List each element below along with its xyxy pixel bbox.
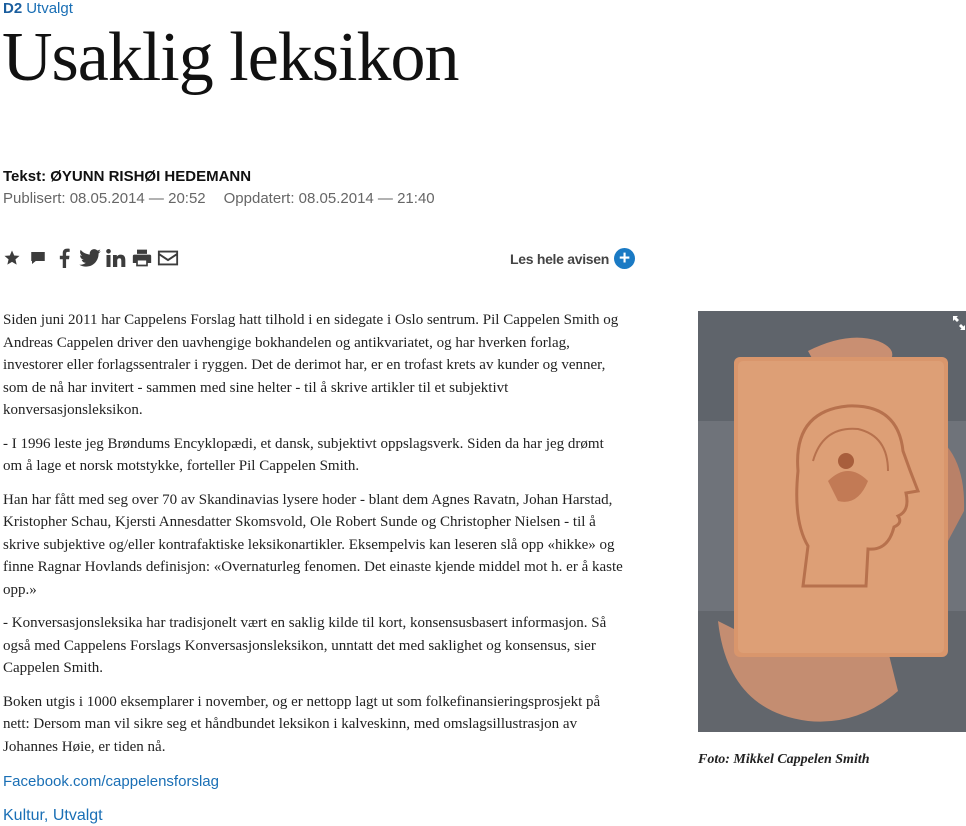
linkedin-icon[interactable]: [105, 247, 127, 269]
facebook-link[interactable]: Facebook.com/cappelensforslag: [3, 773, 219, 790]
article-paragraph: Han har fått med seg over 70 av Skandinavias lysere hoder - blant dem Agnes Ravatn, Johan Harstad, Kristopher Schau, Kjersti Annesdatter Skomsvold, Ole Robert Sunde og Christopher Nielsen - til å skrive subjektive og/eller kontrafaktiske leksikonartikler. Eksempelvis kan leseren slå opp «hikke» og finne Ragnar Hovlands definisjon: «Overnaturleg fenomen. Det einaste kjende middel mot h. er å kaste opp.»: [3, 491, 623, 598]
article-paragraph: Boken utgis i 1000 eksemplarer i november, og er nettopp lagt ut som folkefinansieringsprosjekt på nett: Dersom man vil sikre seg et håndbundet leksikon i kalveskinn, med omslagsillustrasjon av Johannes Høie, er tiden nå.: [3, 693, 601, 755]
twitter-icon[interactable]: [79, 247, 101, 269]
article-paragraph: - I 1996 leste jeg Brøndums Encyklopædi, et dansk, subjektivt oppslagsverk. Siden da har jeg drømt om å lage et norsk motstykke, forteller Pil Cappelen Smith.: [3, 435, 604, 474]
article-paragraph: Siden juni 2011 har Cappelens Forslag hatt tilhold i en sidegate i Oslo sentrum. Pil Cappelen Smith og Andreas Cappelen driver den uavhengige bokhandelen og antikvariatet, og har hverken forlag, investorer eller forlagssentraler i ryggen. Det de derimot har, er en trofast krets av kunder og venner, som de nå har invitert - sammen med sine helter - til å skrive artikler til et subjektivt konversasjonsleksikon.: [3, 312, 619, 418]
article-body: [3, 309, 623, 769]
published-date: Publisert: 08.05.2014 — 20:52: [3, 190, 206, 207]
photo-caption: Foto: Mikkel Cappelen Smith: [698, 752, 870, 767]
tag-separator: ,: [43, 807, 53, 824]
breadcrumb: [3, 0, 73, 17]
byline: [3, 168, 251, 185]
plus-circle-icon: +: [614, 248, 635, 269]
print-icon[interactable]: [131, 247, 153, 269]
expand-icon[interactable]: [952, 315, 966, 331]
publish-dates: [3, 190, 435, 207]
brand-logo[interactable]: D2: [3, 0, 23, 17]
photo-illustration: [698, 311, 966, 732]
share-toolbar: [1, 247, 179, 269]
tag-link-utvalgt[interactable]: Utvalgt: [52, 807, 103, 824]
email-icon[interactable]: [157, 247, 179, 269]
breadcrumb-section-link[interactable]: Utvalgt: [26, 0, 73, 17]
author-name: Tekst: ØYUNN RISHØI HEDEMANN: [3, 168, 252, 185]
facebook-icon[interactable]: [53, 247, 75, 269]
updated-date: Oppdatert: 08.05.2014 — 21:40: [223, 190, 435, 207]
tag-link-kultur[interactable]: Kultur: [3, 807, 44, 824]
read-all-button[interactable]: [510, 248, 635, 269]
tag-list: [3, 807, 103, 825]
article-photo[interactable]: [698, 311, 966, 732]
read-all-label: Les hele avisen: [510, 250, 610, 267]
page-title: Usaklig leksikon: [2, 19, 459, 96]
star-icon[interactable]: [1, 247, 23, 269]
article-paragraph: - Konversasjonsleksika har tradisjonelt vært en saklig kilde til kort, konsensusbasert informasjon. Så også med Cappelens Forslags Konversasjonsleksikon, unntatt det med saklighet og konsensus, sier Cappelen Smith.: [3, 615, 607, 676]
comment-icon[interactable]: [27, 247, 49, 269]
